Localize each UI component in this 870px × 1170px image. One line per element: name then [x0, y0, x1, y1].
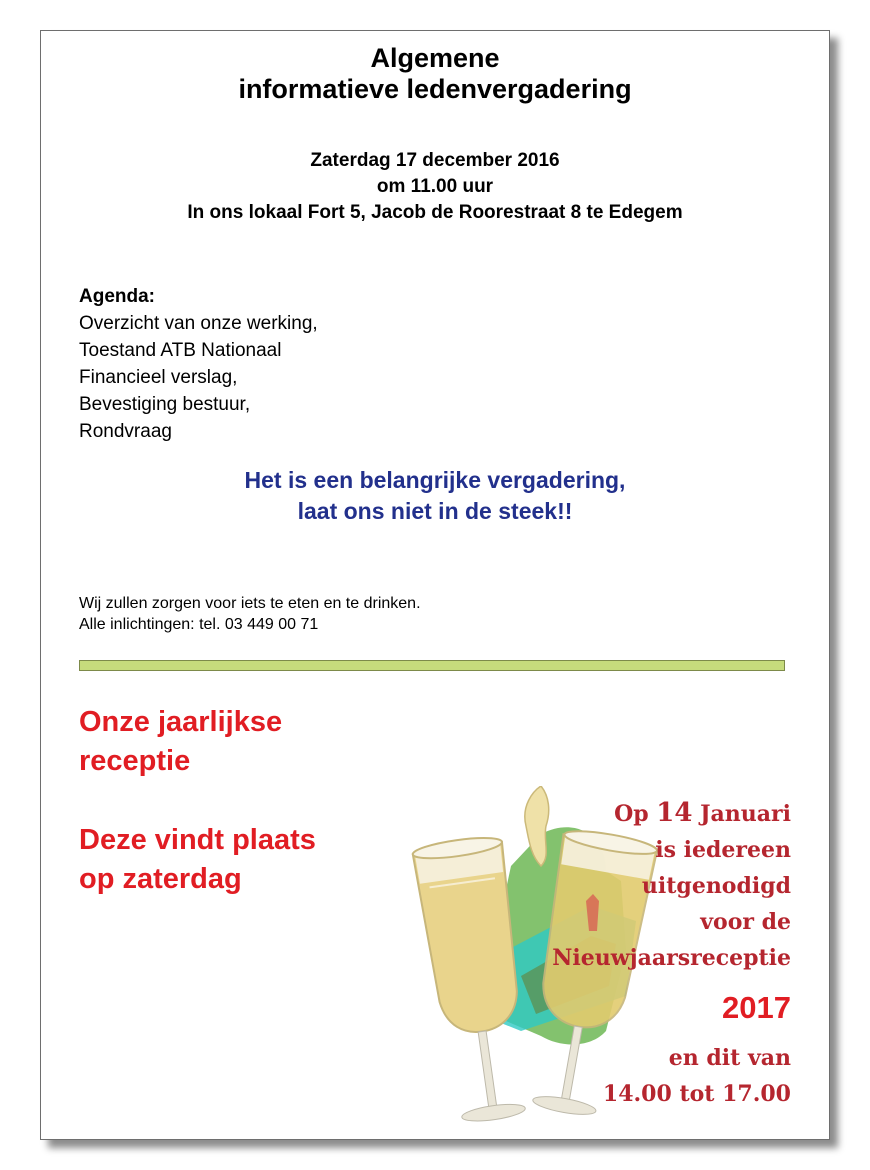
meeting-title-line2: informatieve ledenvergadering [238, 74, 632, 104]
agenda-item: Bevestiging bestuur, [79, 394, 251, 415]
invite-line3: uitgenodigd [641, 873, 791, 899]
reception-line1: Onze jaarlijkse [79, 706, 283, 738]
new-year-reception [552, 795, 791, 1112]
agenda [79, 283, 318, 445]
important-line1: Het is een belangrijke vergadering, [244, 467, 626, 493]
meeting-details [41, 148, 829, 226]
important-line2: laat ons niet in de steek!! [297, 498, 573, 524]
contact-phone: Alle inlichtingen: tel. 03 449 00 71 [79, 616, 319, 633]
invite-line5: Nieuwjaarsreceptie [552, 945, 791, 971]
time-line1: en dit van [668, 1045, 791, 1071]
event-year: 2017 [722, 990, 791, 1025]
reception-line2: receptie [79, 745, 191, 777]
agenda-item: Rondvraag [79, 421, 172, 442]
practical-info [79, 593, 421, 635]
agenda-item: Toestand ATB Nationaal [79, 340, 282, 361]
date-line [552, 795, 791, 832]
meeting-location: In ons lokaal Fort 5, Jacob de Roorestraat 8 te Edegem [187, 202, 683, 223]
invite-line4: voor de [700, 909, 791, 935]
important-notice [41, 465, 829, 527]
reception-line4: op zaterdag [79, 863, 242, 895]
date-op: Op [614, 801, 649, 827]
agenda-item: Financieel verslag, [79, 367, 238, 388]
reception-line3: Deze vindt plaats [79, 824, 316, 856]
time-line2: 14.00 tot 17.00 [602, 1081, 791, 1107]
agenda-heading: Agenda: [79, 286, 155, 307]
section-divider [79, 660, 785, 671]
date-month: Januari [700, 801, 791, 827]
invite-line2: is iedereen [655, 837, 791, 863]
date-day: 14 [656, 798, 693, 828]
food-note: Wij zullen zorgen voor iets te eten en te drinken. [79, 595, 421, 612]
agenda-item: Overzicht van onze werking, [79, 313, 318, 334]
meeting-title [41, 43, 829, 105]
reception-heading [79, 703, 316, 899]
meeting-date: Zaterdag 17 december 2016 [310, 150, 560, 171]
flyer-page [40, 30, 830, 1140]
meeting-title-line1: Algemene [370, 43, 500, 73]
meeting-time: om 11.00 uur [376, 176, 494, 197]
